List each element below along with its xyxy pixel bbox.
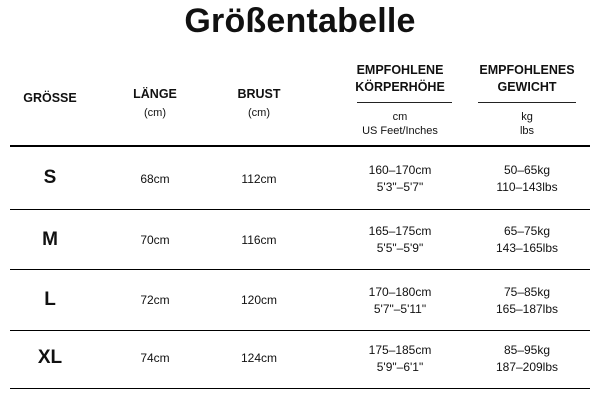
height-cm: 170–180cm xyxy=(368,285,432,299)
height-cell xyxy=(330,284,470,318)
height-ft: 5'9"–6'1" xyxy=(376,360,424,374)
header-weight xyxy=(467,62,587,96)
height-cell xyxy=(330,342,470,376)
row-divider xyxy=(10,388,590,389)
size-cell: S xyxy=(43,167,57,188)
weight-kg: 65–75kg xyxy=(503,224,551,238)
weight-cell xyxy=(467,284,587,318)
header-weight-rule xyxy=(478,102,576,103)
weight-lbs: 110–143lbs xyxy=(496,180,558,194)
chest-cell: 112cm xyxy=(241,172,277,186)
weight-cell xyxy=(467,162,587,196)
header-weight-unit-kg: kg xyxy=(521,111,533,123)
header-height-line1: EMPFOHLENE xyxy=(356,63,444,77)
weight-lbs: 165–187lbs xyxy=(495,302,559,316)
weight-cell xyxy=(467,223,587,257)
header-height-units xyxy=(330,110,470,138)
header-chest: BRUST xyxy=(237,87,281,101)
weight-kg: 75–85kg xyxy=(503,285,551,299)
header-height xyxy=(330,62,470,96)
header-weight-unit-lbs: lbs xyxy=(519,125,535,137)
header-height-line2: KÖRPERHÖHE xyxy=(355,80,445,94)
length-cell: 68cm xyxy=(140,172,170,186)
header-divider xyxy=(10,145,590,147)
page-title: Größentabelle xyxy=(184,2,416,40)
chest-cell: 120cm xyxy=(240,293,278,307)
size-cell: XL xyxy=(37,347,63,368)
weight-cell xyxy=(467,342,587,376)
row-divider xyxy=(10,269,590,270)
header-chest-unit: (cm) xyxy=(248,107,270,119)
length-cell: 70cm xyxy=(140,233,170,247)
length-cell: 72cm xyxy=(140,293,170,307)
row-divider xyxy=(10,330,590,331)
header-height-unit-cm: cm xyxy=(392,111,408,123)
weight-kg: 85–95kg xyxy=(503,343,551,357)
header-size: GRÖSSE xyxy=(23,91,77,105)
size-cell: M xyxy=(42,229,58,250)
chest-cell: 124cm xyxy=(240,351,278,365)
height-cm: 175–185cm xyxy=(368,343,432,357)
height-cm: 160–170cm xyxy=(368,163,432,177)
header-weight-line1: EMPFOHLENES xyxy=(479,63,575,77)
header-height-rule xyxy=(357,102,452,103)
weight-kg: 50–65kg xyxy=(503,163,551,177)
chest-cell: 116cm xyxy=(241,233,277,247)
header-length: LÄNGE xyxy=(133,87,177,101)
height-ft: 5'7"–5'11" xyxy=(373,302,427,316)
height-cm: 165–175cm xyxy=(368,224,432,238)
length-cell: 74cm xyxy=(140,351,170,365)
height-cell xyxy=(330,162,470,196)
size-cell: L xyxy=(44,289,56,310)
height-ft: 5'5"–5'9" xyxy=(376,241,424,255)
weight-lbs: 143–165lbs xyxy=(495,241,559,255)
weight-lbs: 187–209lbs xyxy=(495,360,559,374)
row-divider xyxy=(10,209,590,210)
height-cell xyxy=(330,223,470,257)
header-length-unit: (cm) xyxy=(144,107,166,119)
height-ft: 5'3"–5'7" xyxy=(376,180,424,194)
header-height-unit-ft: US Feet/Inches xyxy=(362,125,438,137)
header-weight-units xyxy=(467,110,587,138)
header-weight-line2: GEWICHT xyxy=(497,80,557,94)
